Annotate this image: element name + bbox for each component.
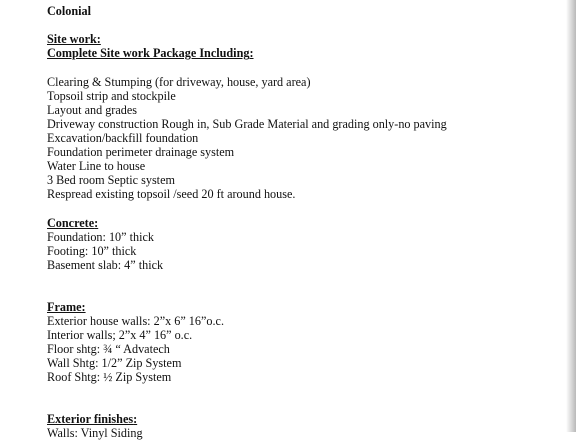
exterior-finishes-heading (47, 412, 137, 426)
site-work-item-topsoil-strip: Topsoil strip and stockpile (47, 89, 176, 103)
exterior-finishes-heading-suffix: : (133, 412, 138, 426)
concrete-item-footing: Footing: 10” thick (47, 244, 137, 258)
frame-item-roof-sheathing: Roof Shtg: ½ Zip System (47, 370, 172, 384)
document-title: Colonial (47, 4, 92, 18)
exterior-finishes-heading-text: Exterior finishes (47, 412, 134, 426)
frame-item-wall-sheathing: Wall Shtg: 1/2” Zip System (47, 356, 182, 370)
frame-item-interior-walls: Interior walls; 2”x 4” 16” o.c. (47, 328, 193, 342)
site-work-item-clearing: Clearing & Stumping (for driveway, house, yard area) (47, 75, 311, 89)
concrete-item-basement-slab: Basement slab: 4” thick (47, 258, 164, 272)
frame-heading-suffix: : (81, 300, 86, 314)
site-work-subheading-suffix: : (249, 46, 254, 60)
frame-item-floor-sheathing: Floor shtg: ¾ “ Advatech (47, 342, 170, 356)
frame-item-exterior-walls: Exterior house walls: 2”x 6” 16”o.c. (47, 314, 225, 328)
site-work-item-septic: 3 Bed room Septic system (47, 173, 175, 187)
site-work-item-drainage: Foundation perimeter drainage system (47, 145, 235, 159)
concrete-heading-text: Concrete (47, 216, 95, 230)
frame-heading-text: Frame (47, 300, 82, 314)
site-work-subheading-text: Complete Site work Package Including (47, 46, 250, 60)
exterior-finishes-partial-line: Walls: Vinyl Siding (47, 426, 143, 440)
concrete-heading-suffix: : (94, 216, 99, 230)
concrete-item-foundation: Foundation: 10” thick (47, 230, 154, 244)
scan-edge-shadow (566, 0, 576, 432)
site-work-item-respread-topsoil: Respread existing topsoil /seed 20 ft around house. (47, 187, 296, 201)
site-work-subheading (47, 46, 254, 60)
site-work-item-water-line: Water Line to house (47, 159, 146, 173)
site-work-heading: Site work: (47, 32, 101, 46)
site-work-item-driveway: Driveway construction Rough in, Sub Grade Material and grading only-no paving (47, 117, 447, 131)
frame-heading (47, 300, 86, 314)
concrete-heading (47, 216, 98, 230)
site-work-item-excavation: Excavation/backfill foundation (47, 131, 199, 145)
site-work-item-layout: Layout and grades (47, 103, 138, 117)
